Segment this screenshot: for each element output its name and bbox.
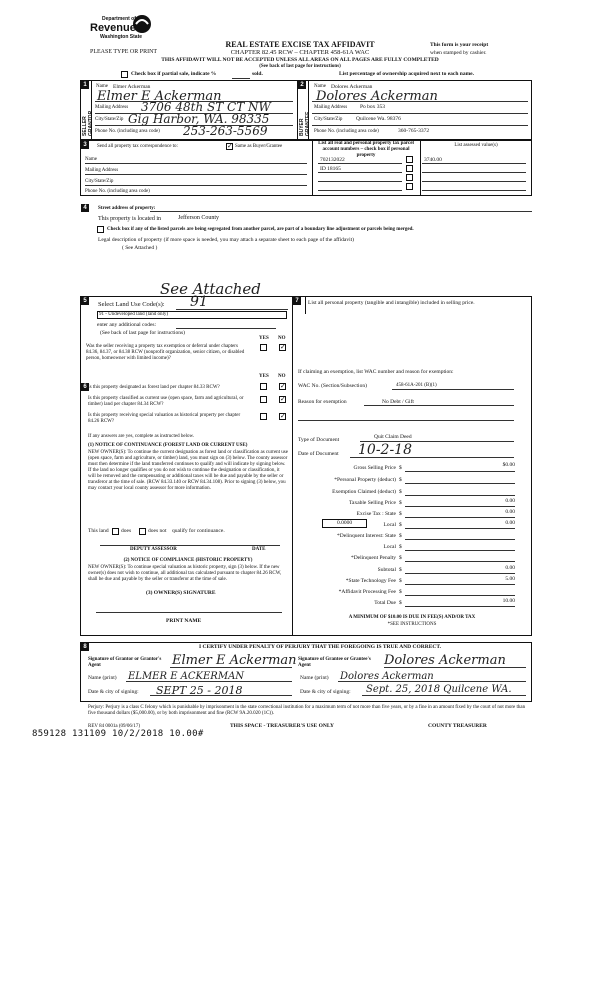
total-due-value[interactable]: 10.00 <box>502 598 515 604</box>
owners-signature-label: (3) OWNER(S) SIGNATURE <box>146 590 216 596</box>
additional-codes-label: enter any additional codes: <box>97 322 157 328</box>
located-label: This property is located in <box>98 216 161 222</box>
seller-city-label: City/State/Zip <box>95 117 124 122</box>
personal-property-label: List all personal property (tangible and intangible) included in selling price. <box>308 300 475 306</box>
exemption-question: Was the seller receiving a property tax exemption or deferral under chapters 84.36, 84.37, or 84.38 RCW (nonprofit organization, senior citizen, or disabled person, homeowner with limited income)? <box>86 344 245 361</box>
subtotal-value[interactable]: 0.00 <box>505 565 515 571</box>
if-yes-note: If any answers are yes, complete as instructed below. <box>88 434 195 439</box>
local-rate-value: 0.0000 <box>336 520 353 526</box>
same-as-buyer-checkbox[interactable]: ✓ <box>227 142 233 150</box>
local2-label: Local <box>383 544 396 550</box>
assessed-1[interactable]: 3740.00 <box>424 157 442 163</box>
local-dollar: $ <box>399 522 402 528</box>
this-land-label: This land <box>88 528 109 534</box>
yes-header-2: YES <box>259 374 269 379</box>
doc-date-handwritten[interactable]: 10-2-18 <box>358 442 412 458</box>
grantee-print-label: Name (print) <box>300 675 329 681</box>
dor-logo <box>88 14 158 42</box>
subtotal-dollar: $ <box>399 567 402 573</box>
seller-phone-label: Phone No. (including area code) <box>95 129 160 134</box>
assessed-header: List assessed value(s) <box>454 143 498 148</box>
deputy-assessor-label: DEPUTY ASSESSOR <box>130 547 177 552</box>
taxable-dollar: $ <box>399 500 402 506</box>
section-7-number: 7 <box>293 297 301 305</box>
section-6-number: 6 <box>81 383 89 391</box>
local-label: Local <box>383 522 396 528</box>
form-warning: THIS AFFIDAVIT WILL NOT BE ACCEPTED UNLESS ALL AREAS ON ALL PAGES ARE FULLY COMPLETED <box>161 57 439 63</box>
delinquent-penalty-dollar: $ <box>399 555 402 561</box>
minimum-due-note: A MINIMUM OF $10.00 IS DUE IN FEE(S) AND/OR TAX <box>348 615 476 620</box>
personal-deduct-label: *Personal Property (deduct) <box>334 477 396 483</box>
parcel-1[interactable]: 702132022 <box>320 157 345 163</box>
doc-type-value[interactable]: Quit Claim Deed <box>374 434 412 440</box>
s3-name-label: Name <box>85 157 97 162</box>
see-back-note: (See back of last page for instructions) <box>259 64 341 69</box>
exemption-deduct-label: Exemption Claimed (deduct) <box>332 489 396 495</box>
grantor-date-city[interactable]: SEPT 25 - 2018 <box>156 684 243 697</box>
sold-label: sold. <box>252 71 263 77</box>
seller-side-label: SELLER GRANTOR <box>82 110 94 136</box>
section-1-number: 1 <box>81 81 89 89</box>
notice2-title: (2) NOTICE OF COMPLIANCE (HISTORIC PROPERTY) <box>123 558 253 563</box>
buyer-name-value: Dolores Ackerman <box>331 84 373 90</box>
receipt-note-1: This form is your receipt <box>430 42 489 48</box>
reason-label: Reason for exemption <box>298 399 347 405</box>
segregated-checkbox[interactable] <box>97 226 104 233</box>
doc-date-label: Date of Document <box>298 451 339 457</box>
notice1-body: NEW OWNER(S): To continue the current designation as forest land or classification as current use (open space, farm and agriculture, or timber) land, you must sign on (3) below. The county assessor must then determine if the land transferred continues to qualify and will indicate by signing below. If the land no longer qualifies or you do not wish to continue the designation or classification, it will be removed and the compensating or additional taxes will be due and payable by the seller or transferor at the time of sale. (RCW 84.33.140 or RCW 84.34.108). Prior to signing (3) below, you may contact your local county assessor for more information. <box>88 450 288 491</box>
county-value[interactable]: Jefferson County <box>178 215 220 221</box>
local2-dollar: $ <box>399 544 402 550</box>
current-use-question: Is this property classified as current use (open space, farm and agricultural, or timber) land per chapter 84.34 RCW? <box>88 396 244 407</box>
section-2-number: 2 <box>298 81 306 89</box>
seller-mailing-handwritten[interactable]: 3706 48th ST CT NW <box>141 100 271 114</box>
grantee-date-label: Date & city of signing: <box>300 689 351 695</box>
s3-phone-label: Phone No. (including area code) <box>85 189 150 194</box>
land-use-select-value: 91 - Undeveloped land (land only) <box>99 312 169 317</box>
local-value[interactable]: 0.00 <box>505 520 515 526</box>
seller-name-value: Elmer Ackerman <box>113 84 151 90</box>
seller-phone-handwritten[interactable]: 253-263-5569 <box>183 124 268 138</box>
grantee-print-name[interactable]: Dolores Ackerman <box>340 671 434 682</box>
buyer-phone-label: Phone No. (including area code) <box>314 129 379 134</box>
buyer-mailing-label: Mailing Address <box>314 105 348 110</box>
buyer-city-label: City/State/Zip <box>314 117 343 122</box>
gross-label: Gross Selling Price <box>353 465 396 471</box>
same-as-buyer-label: Same as Buyer/Grantee <box>235 144 283 149</box>
print-name-label: PRINT NAME <box>166 618 202 624</box>
wac-value[interactable]: 458-61A-201 (B)(1) <box>396 383 437 388</box>
no-header-2: NO <box>278 374 286 379</box>
parcel-2-checkbox[interactable] <box>406 165 413 172</box>
parcel-1-checkbox[interactable] <box>406 156 413 163</box>
ownership-note: List percentage of ownership acquired next to each name. <box>339 71 474 77</box>
grantee-signature-label: Signature of Grantee or Grantee's Agent <box>298 657 371 668</box>
delinquent-interest-dollar: $ <box>399 533 402 539</box>
land-does-not-checkbox[interactable] <box>139 528 146 535</box>
historic-yes[interactable] <box>260 413 267 420</box>
excise-state-value[interactable]: 0.00 <box>505 509 515 515</box>
subtotal-label: Subtotal <box>377 567 396 573</box>
grantee-date-city[interactable]: Sept. 25, 2018 Quilcene WA. <box>366 684 512 695</box>
gross-dollar: $ <box>399 465 402 471</box>
form-title: REAL ESTATE EXCISE TAX AFFIDAVIT <box>225 40 375 49</box>
reason-value[interactable]: No Debt / Gift <box>382 399 414 405</box>
buyer-name-label: Name <box>314 84 326 89</box>
grantor-print-name[interactable]: ELMER E ACKERMAN <box>128 671 245 682</box>
buyer-side-label: BUYER GRANTEE <box>299 111 311 136</box>
affidavit-fee-dollar: $ <box>399 589 402 595</box>
see-instructions-note: *SEE INSTRUCTIONS <box>387 622 437 627</box>
personal-dollar: $ <box>399 477 402 483</box>
tech-fee-value[interactable]: 5.00 <box>505 576 515 582</box>
delinquent-penalty-label: *Delinquent Penalty <box>350 555 396 561</box>
s3-city-label: City/State/Zip <box>85 179 114 184</box>
parcel-3-checkbox[interactable] <box>406 174 413 181</box>
does-label: does <box>121 528 132 534</box>
form-subtitle: CHAPTER 82.45 RCW – CHAPTER 458-61A WAC <box>230 49 370 56</box>
buyer-mailing-value[interactable]: Po box 353 <box>360 104 386 110</box>
section-3-number: 3 <box>81 141 89 149</box>
tech-fee-dollar: $ <box>399 578 402 584</box>
taxable-value[interactable]: 0.00 <box>505 498 515 504</box>
grantor-signature-label: Signature of Grantor or Grantor's Agent <box>88 657 162 668</box>
s3-mailing-label: Mailing Address <box>85 168 119 173</box>
exemption-yes[interactable] <box>260 344 267 351</box>
land-does-checkbox[interactable] <box>112 528 119 535</box>
grantor-date-label: Date & city of signing: <box>88 689 139 695</box>
logo-line1: Department of <box>102 16 136 22</box>
parcel-list-header: List all real and personal property tax parcel account numbers – check box if personal property <box>318 141 414 158</box>
yes-header-1: YES <box>259 336 269 341</box>
parcel-4-checkbox[interactable] <box>406 183 413 190</box>
total-due-dollar: $ <box>399 600 402 606</box>
segregated-label: Check box if any of the listed parcels are being segregated from another parcel, are part of a boundary line adjustment or parcels being merged. <box>107 227 414 232</box>
land-use-label: Select Land Use Code(s): <box>98 301 165 308</box>
legal-description-label: Legal description of property (if more space is needed, you may attach a separate sheet to each page of the affidavit) <box>98 237 354 243</box>
land-use-handwritten[interactable]: 91 <box>190 294 208 310</box>
current-use-no[interactable]: ✓ <box>280 395 286 403</box>
gross-value[interactable]: $0.00 <box>502 462 515 468</box>
s5-see-back: (See back of last page for instructions) <box>100 330 185 336</box>
wac-label: WAC No. (Section/Subsection) <box>298 383 367 389</box>
section-8-number: 8 <box>81 643 89 651</box>
grantee-signature[interactable]: Dolores Ackerman <box>384 653 506 668</box>
seller-city-handwritten[interactable]: Gig Harbor, WA. 98335 <box>128 112 270 126</box>
grantor-signature[interactable]: Elmer E Ackerman <box>172 653 297 668</box>
total-due-label: Total Due <box>374 600 396 606</box>
doc-type-label: Type of Document <box>298 437 340 443</box>
exemption-dollar: $ <box>399 489 402 495</box>
delinquent-interest-label: *Delinquent Interest: State <box>337 533 396 539</box>
forest-no[interactable]: ✓ <box>280 382 286 390</box>
partial-sale-checkbox[interactable] <box>121 71 128 78</box>
please-type: PLEASE TYPE OR PRINT <box>90 49 158 55</box>
street-address-label: Street address of property: <box>98 206 156 211</box>
logo-line3: Washington State <box>100 34 143 40</box>
perjury-notice: Perjury: Perjury is a class C felony which is punishable by imprisonment in the state correctional institution for a maximum term of not more than five years, or by a fine in an amount fixed by the court of not more than five thousand dollars ($5,000.00), or by both imprisonment and fine (RCW 9A.20.020 (1C)). <box>88 705 526 716</box>
claim-exemption-label: If claiming an exemption, list WAC number and reason for exemption: <box>298 369 454 375</box>
tech-fee-label: *State Technology Fee <box>345 578 396 584</box>
notice1-title: (1) NOTICE OF CONTINUANCE (FOREST LAND OR CURRENT USE) <box>88 443 248 448</box>
logo-line2: Revenue <box>90 22 136 34</box>
forest-question: Is this property designated as forest land per chapter 84.33 RCW? <box>88 385 220 390</box>
affidavit-fee-label: *Affidavit Processing Fee <box>338 589 396 595</box>
buyer-city-value[interactable]: Quilcene Wa. 98376 <box>356 116 401 122</box>
seller-name-label: Name <box>96 84 108 89</box>
see-attached-handwritten[interactable]: See Attached <box>160 280 261 298</box>
forest-yes[interactable] <box>260 383 267 390</box>
deputy-date-label: DATE <box>252 547 266 552</box>
treasurer-stamp: 859128 131109 10/2/2018 10.00# <box>32 729 204 739</box>
excise-state-label: Excise Tax : State <box>356 511 396 517</box>
notice2-body: NEW OWNER(S): To continue special valuation as historic property, sign (3) below. If the new owner(s) does not wish to continue, all additional tax calculated pursuant to chapter 84.26 RCW, shall be due and payable by the seller or transferor at the time of sale. <box>88 565 282 582</box>
current-use-yes[interactable] <box>260 396 267 403</box>
parcel-2[interactable]: ID 18165 <box>320 166 341 172</box>
no-header-1: NO <box>278 336 286 341</box>
seller-mailing-label: Mailing Address <box>95 105 129 110</box>
exemption-no[interactable]: ✓ <box>280 343 286 351</box>
historic-question: Is this property receiving special valuation as historical property per chapter 84.26 RCW? <box>88 413 241 424</box>
does-not-label: does not <box>148 528 167 534</box>
qualify-label: qualify for continuance. <box>172 528 225 534</box>
section-5-number: 5 <box>81 297 89 305</box>
see-attached-typed[interactable]: ( See Attached ) <box>122 245 158 251</box>
historic-no[interactable]: ✓ <box>280 412 286 420</box>
rev-number: REV 84 0001a (09/06/17) <box>88 724 140 729</box>
excise-state-dollar: $ <box>399 511 402 517</box>
buyer-phone-value[interactable]: 360-765-3372 <box>398 128 430 134</box>
send-correspondence-label: Send all property tax correspondence to: <box>97 144 178 149</box>
receipt-note-2: when stamped by cashier. <box>430 50 487 56</box>
treasurer-use-label: THIS SPACE - TREASURER'S USE ONLY <box>230 723 334 729</box>
county-treasurer-label: COUNTY TREASURER <box>428 723 487 729</box>
seller-name-handwritten[interactable]: Elmer E Ackerman <box>97 89 222 104</box>
taxable-label: Taxable Selling Price <box>349 500 396 506</box>
certify-statement: I CERTIFY UNDER PENALTY OF PERJURY THAT THE FOREGOING IS TRUE AND CORRECT. <box>198 644 441 650</box>
partial-sale-label: Check box if partial sale, indicate % <box>131 71 217 77</box>
grantor-print-label: Name (print) <box>88 675 117 681</box>
section-4-number: 4 <box>81 204 89 212</box>
buyer-name-handwritten[interactable]: Dolores Ackerman <box>316 89 438 104</box>
